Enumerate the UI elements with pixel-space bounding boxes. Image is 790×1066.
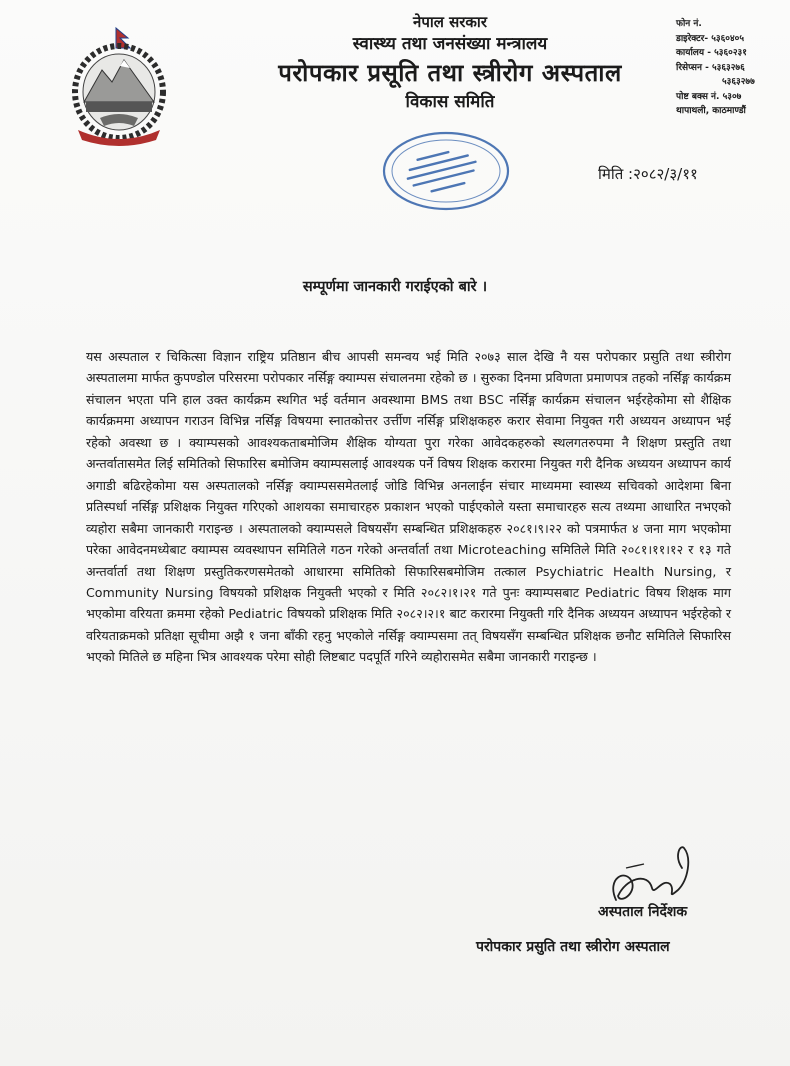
contact-line-reception-2: ५३६३२७७ (722, 77, 755, 87)
contact-line-reception: रिसेप्सन - ५३६३२७६ (676, 62, 745, 73)
ministry-name: स्वास्थ्य तथा जनसंख्या मन्त्रालय (352, 34, 548, 54)
letter-subject: सम्पूर्णमा जानकारी गराईएको बारे । (302, 279, 488, 295)
contact-line-pobox: पोष्ट बक्स नं. ५३०७ (676, 91, 742, 102)
office-stamp-icon (376, 126, 516, 216)
phone-label: फोन नं. (676, 19, 702, 29)
contact-line-address: थापाथली, काठमाण्डौं (676, 106, 746, 116)
contact-block (676, 17, 786, 119)
committee-name: विकास समिति (405, 92, 495, 112)
signatory-title: अस्पताल निर्देशक (598, 904, 688, 920)
nepal-emblem-icon (70, 22, 168, 148)
letter-date: मिति :२०८२/३/११ (598, 165, 698, 183)
letter-body: यस अस्पताल र चिकित्सा विज्ञान राष्ट्रिय प्रतिष्ठान बीच आपसी समन्वय भई मिति २०७३ साल देखि नै यस परोपकार प्रसुति तथा स्त्रीरोग अस्पतालमा मार्फत कुपण्डोल परिसरमा परोपकार नर्सिङ्ग क्याम्पस संचालनमा रहेको छ । सुरुका दिनमा प्रविणता प्रमाणपत्र तहको नर्सिङ्ग कार्यक्रम संचालन भएता पनि हाल उक्त कार्यक्रम स्थगित भई वर्तमान अवस्थामा BMS तथा BSC नर्सिङ्ग कार्यक्रम संचालन भईरहेकोमा सो शैक्षिक कार्यक्रममा अध्यापन गराउन विभिन्न नर्सिङ्ग विषयमा स्नातकोत्तर उर्त्तीण नर्सिङ्ग प्रशिक्षकहरु करार सेवामा नियुक्त गरी अध्ययन अध्यापन भई रहेको अवस्था छ । क्याम्पसको आवश्यकताबमोजिम शैक्षिक योग्यता पुरा गरेका आवेदकहरुको स्थलगतरुपमा नै शिक्षण प्रस्तुति तथा अन्तर्वातासमेत लिई समितिको सिफारिस बमोजिम क्याम्पसलाई आवश्यक पर्ने विषय शिक्षक करारमा नियुक्त गरी दैनिक अध्ययन अध्यापन कार्य अगाडी बढिरहेकोमा यस अस्पतालको नर्सिङ्ग क्याम्पससमेतलाई जोडि विभिन्न अनलाईन संचार माध्यममा स्वास्थ्य सचिवको आदेशमा बिना प्रतिस्पर्धा नर्सिङ्ग प्रशिक्षक नियुक्त गरिएको आशयका समाचारहरु प्रकाशन भएको पाईएकोले यस्ता समाचारहरु सत्य तथ्यमा आधारित नभएको व्यहोरा सबैमा जानकारी गराइन्छ । अस्पतालको क्याम्पसले विषयसँग सम्बन्धित प्रशिक्षकहरु २०८१।९।२२ को पत्रमार्फत ४ जना माग भएकोमा परेका आवेदनमध्येबाट क्याम्पस व्यवस्थापन समितिले गठन गरेको अन्तर्वार्ता तथा Microteaching समितिले मिति २०८१।११।१२ र १३ गते अन्तर्वार्ता तथा शिक्षण प्रस्तुतिकरणसमेतको आधारमा समितिको सिफारिसबमोजिम तत्काल Psychiatric Health Nursing, र Community Nursing विषयको प्रशिक्षक नियुक्ती भएको र मिति २०८२।१।२१ गते पुनः क्याम्पसबाट Pediatric विषय शिक्षक माग भएकोमा वरियता क्रममा रहेको Pediatric विषयको प्रशिक्षक मिति २०८२।२।१ बाट करारमा नियुक्ती गरि दैनिक अध्ययन अध्यापन भईरहेको र वरियताक्रमको प्रतिक्षा सूचीमा अझै १ जना बाँकी रहनु भएकोले नर्सिङ्ग क्याम्पसमा तत् विषयसँग सम्बन्धित प्रशिक्षक छनौट समितिले सिफारिस भएको मितिले छ महिना भित्र आवश्यक परेमा सोही लिष्टबाट पदपूर्ति गरिने व्यहोरासमेत सबैमा जानकारी गराइन्छ । (86, 349, 731, 665)
hospital-name: परोपकार प्रसूति तथा स्त्रीरोग अस्पताल (278, 59, 622, 87)
contact-line-director: डाइरेक्टर- ५३६०४०५ (676, 33, 744, 44)
signatory-organization: परोपकार प्रसुति तथा स्त्रीरोग अस्पताल (476, 939, 670, 955)
letterhead (255, 12, 645, 114)
contact-line-office: कार्यालय - ५३६०२३१ (676, 48, 747, 58)
government-name: नेपाल सरकार (413, 13, 487, 31)
